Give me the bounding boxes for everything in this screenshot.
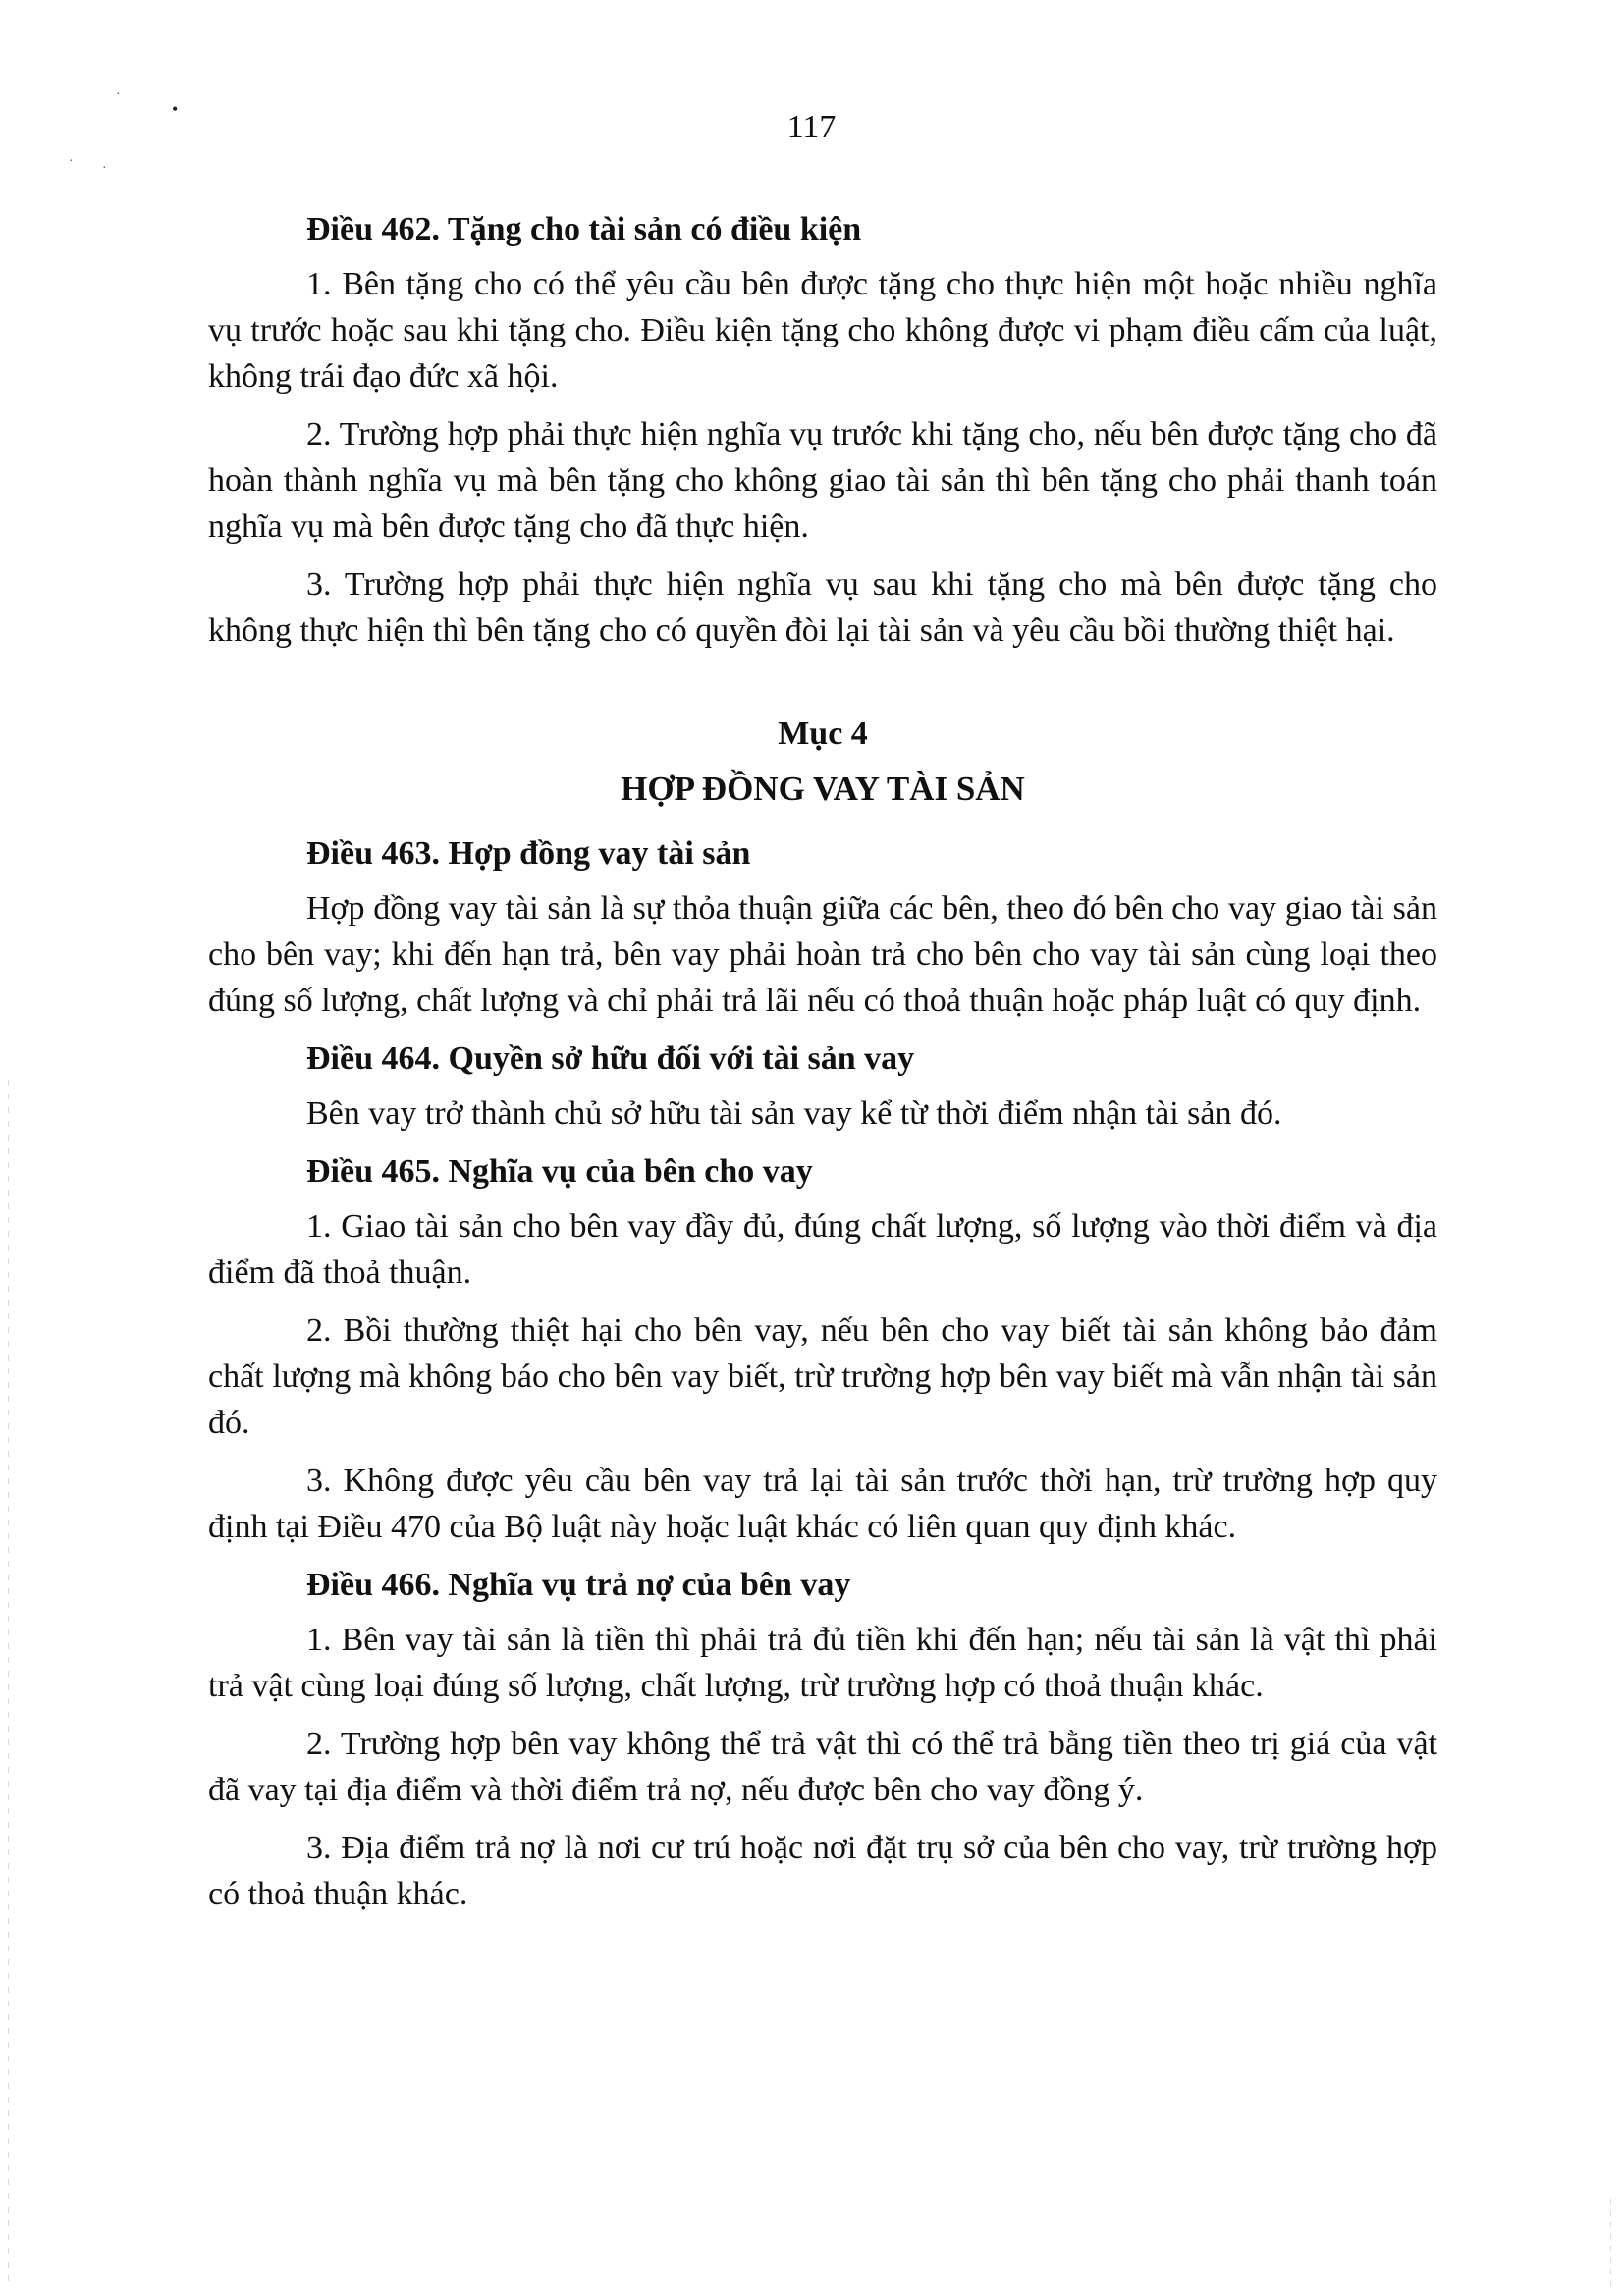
article-title: Điều 462. Tặng cho tài sản có điều kiện [306, 211, 862, 247]
article-paragraph: 3. Địa điểm trả nợ là nơi cư trú hoặc nơi đặt trụ sở của bên cho vay, trừ trường hợp có thoả thuận khác. [208, 1830, 1437, 1912]
article-463 [208, 830, 1437, 1024]
article-paragraph: 3. Trường hợp phải thực hiện nghĩa vụ sau khi tặng cho mà bên được tặng cho không thực hiện thì bên tặng cho có quyền đòi lại tài sản và yêu cầu bồi thường thiệt hại. [208, 566, 1437, 649]
article-paragraph: 2. Trường hợp phải thực hiện nghĩa vụ trước khi tặng cho, nếu bên được tặng cho đã hoàn thành nghĩa vụ mà bên tặng cho không giao tài sản thì bên tặng cho phải thanh toán nghĩa vụ mà bên được tặng cho đã thực hiện. [208, 416, 1437, 545]
article-paragraph: 2. Trường hợp bên vay không thể trả vật thì có thể trả bằng tiền theo trị giá của vật đã vay tại địa điểm và thời điểm trả nợ, nếu được bên cho vay đồng ý. [208, 1726, 1437, 1808]
article-paragraph: Bên vay trở thành chủ sở hữu tài sản vay kể từ thời điểm nhận tài sản đó. [306, 1095, 1282, 1132]
section-header [208, 711, 1437, 813]
article-title: Điều 464. Quyền sở hữu đối với tài sản vay [306, 1041, 915, 1077]
article-title: Điều 465. Nghĩa vụ của bên cho vay [306, 1153, 813, 1190]
article-paragraph: Hợp đồng vay tài sản là sự thỏa thuận giữa các bên, theo đó bên cho vay giao tài sản cho bên vay; khi đến hạn trả, bên vay phải hoàn trả cho bên cho vay tài sản cùng loại theo đúng số lượng, chất lượng và chỉ phải trả lãi nếu có thoả thuận hoặc pháp luật có quy định. [208, 890, 1437, 1019]
section-title: HỢP ĐỒNG VAY TÀI SẢN [621, 770, 1025, 808]
article-paragraph: 1. Bên tặng cho có thể yêu cầu bên được tặng cho thực hiện một hoặc nhiều nghĩa vụ trước hoặc sau khi tặng cho. Điều kiện tặng cho không được vi phạm điều cấm của luật, không trái đạo đức xã hội. [208, 266, 1437, 395]
scan-edge-artifact [8, 1080, 9, 2287]
article-paragraph: 1. Bên vay tài sản là tiền thì phải trả đủ tiền khi đến hạn; nếu tài sản là vật thì phải trả vật cùng loại đúng số lượng, chất lượng, trừ trường hợp có thoả thuận khác. [208, 1622, 1437, 1704]
scan-edge-artifact [1610, 2199, 1611, 2287]
article-paragraph: 1. Giao tài sản cho bên vay đầy đủ, đúng chất lượng, số lượng vào thời điểm và địa điểm đã thoả thuận. [208, 1208, 1437, 1291]
scan-speck: · [116, 87, 121, 102]
article-title: Điều 463. Hợp đồng vay tài sản [306, 835, 751, 872]
article-466 [208, 1562, 1437, 1917]
article-462 [208, 206, 1437, 654]
scan-speck: · [69, 154, 74, 169]
scan-speck: · [102, 161, 107, 176]
scan-speck: • [172, 99, 179, 119]
document-body [208, 206, 1437, 1929]
article-464 [208, 1036, 1437, 1137]
article-paragraph: 3. Không được yêu cầu bên vay trả lại tài sản trước thời hạn, trừ trường hợp quy định tại Điều 470 của Bộ luật này hoặc luật khác có liên quan quy định khác. [208, 1463, 1437, 1545]
section-label: Mục 4 [778, 716, 868, 752]
article-title: Điều 466. Nghĩa vụ trả nợ của bên vay [306, 1567, 851, 1603]
page-number: 117 [786, 109, 837, 145]
article-paragraph: 2. Bồi thường thiệt hại cho bên vay, nếu bên cho vay biết tài sản không bảo đảm chất lượng mà không báo cho bên vay biết, trừ trường hợp bên vay biết mà vẫn nhận tài sản đó. [208, 1312, 1437, 1441]
article-465 [208, 1148, 1437, 1550]
